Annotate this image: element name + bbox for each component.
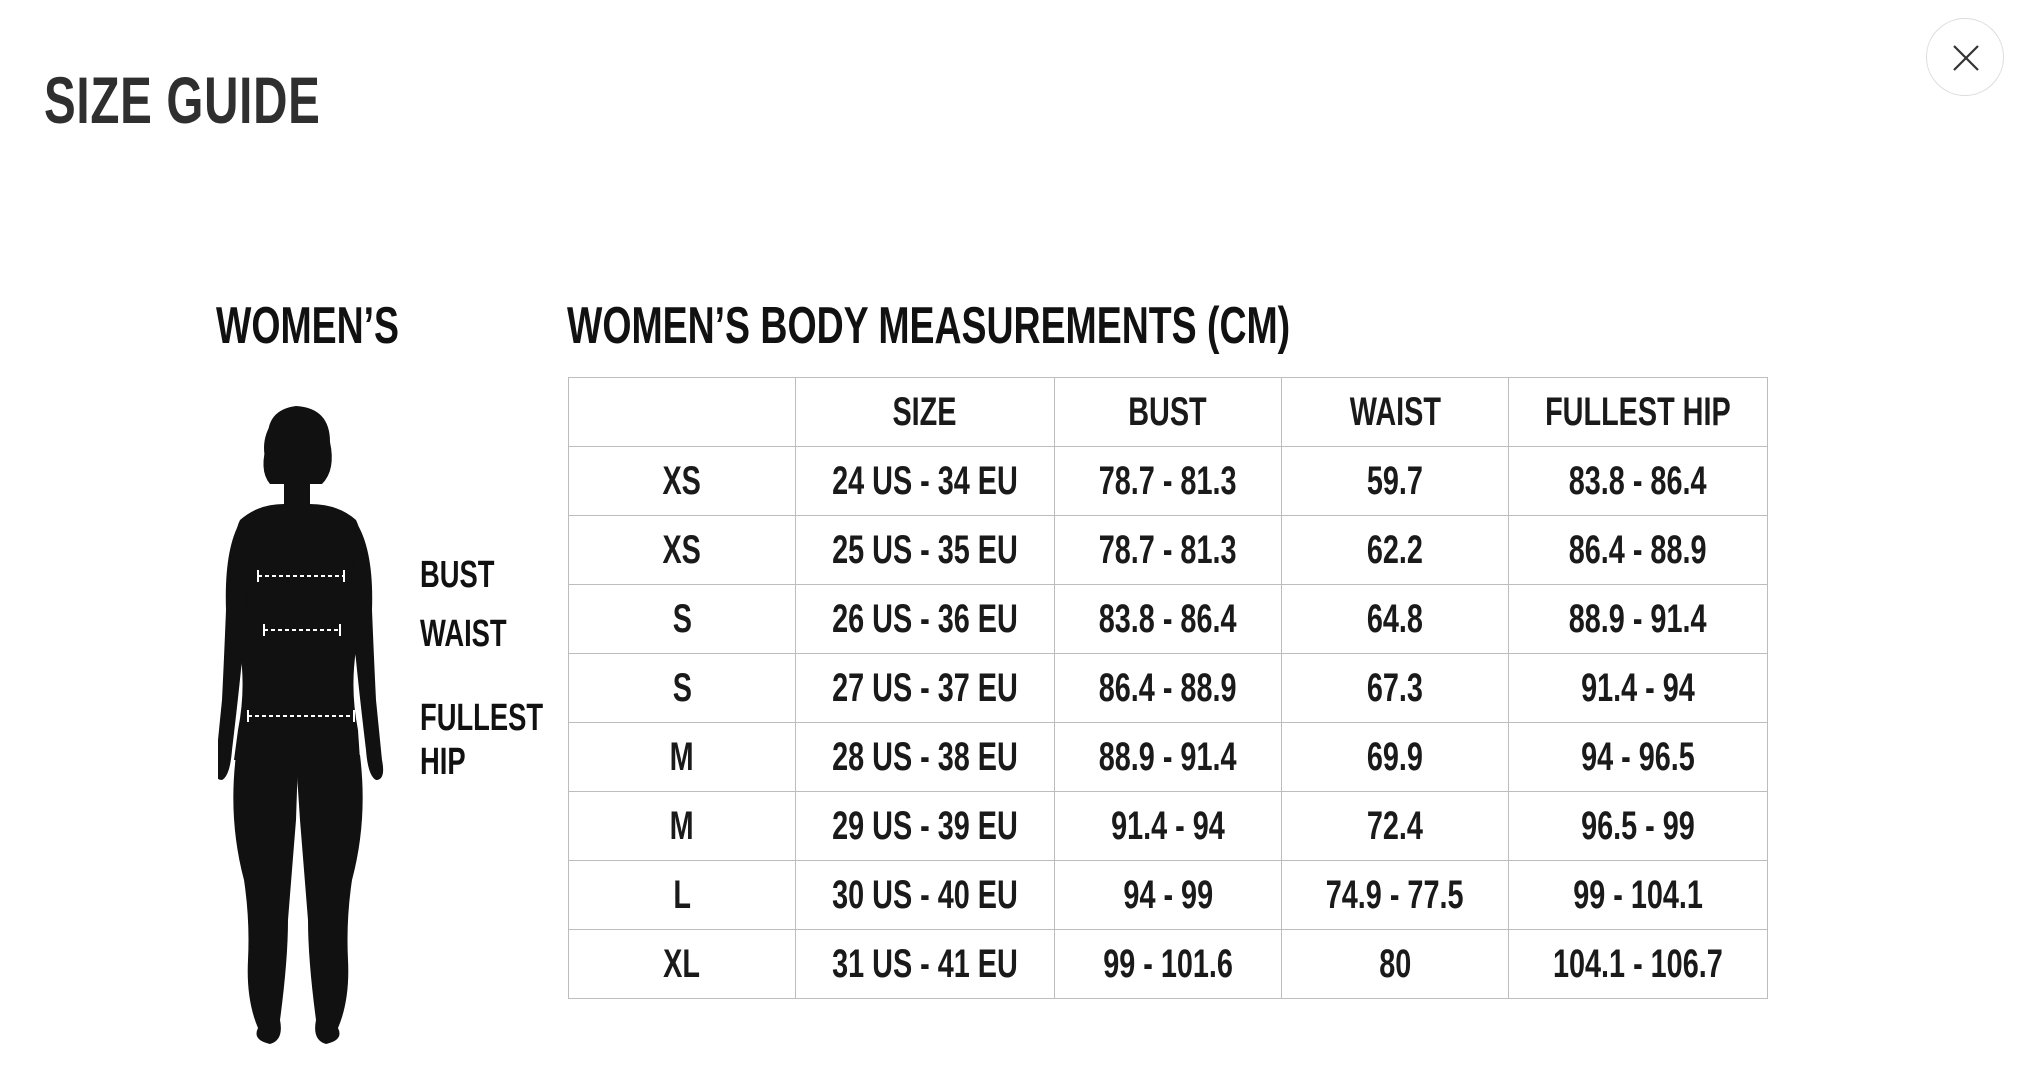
- header-cell-hip: FULLEST HIP: [1508, 378, 1767, 447]
- header-cell-waist: WAIST: [1281, 378, 1508, 447]
- table-cell: 29 US - 39 EU: [796, 792, 1055, 861]
- table-cell: 88.9 - 91.4: [1508, 585, 1767, 654]
- bust-label: BUST: [420, 554, 495, 596]
- table-row: [569, 792, 1768, 861]
- figure-heading: WOMEN’S: [216, 297, 400, 355]
- table-cell: 91.4 - 94: [1054, 792, 1281, 861]
- table-cell: 78.7 - 81.3: [1054, 516, 1281, 585]
- close-icon: [1951, 43, 1981, 73]
- table-cell: 64.8: [1281, 585, 1508, 654]
- table-cell: 104.1 - 106.7: [1508, 930, 1767, 999]
- table-cell: M: [569, 792, 796, 861]
- table-cell: S: [569, 585, 796, 654]
- table-cell: 83.8 - 86.4: [1508, 447, 1767, 516]
- close-button[interactable]: [1926, 18, 2004, 96]
- table-cell: XL: [569, 930, 796, 999]
- waist-label: WAIST: [420, 613, 507, 655]
- table-cell: 72.4: [1281, 792, 1508, 861]
- table-row: [569, 654, 1768, 723]
- table-cell: 69.9: [1281, 723, 1508, 792]
- table-cell: 96.5 - 99: [1508, 792, 1767, 861]
- table-cell: 28 US - 38 EU: [796, 723, 1055, 792]
- woman-silhouette-icon: [218, 400, 388, 1065]
- table-cell: S: [569, 654, 796, 723]
- table-cell: XS: [569, 516, 796, 585]
- table-cell: 59.7: [1281, 447, 1508, 516]
- table-cell: 80: [1281, 930, 1508, 999]
- table-cell: 31 US - 41 EU: [796, 930, 1055, 999]
- table-cell: 91.4 - 94: [1508, 654, 1767, 723]
- table-cell: 99 - 101.6: [1054, 930, 1281, 999]
- page-title: SIZE GUIDE: [44, 63, 321, 137]
- table-cell: M: [569, 723, 796, 792]
- fullest-label: FULLEST: [420, 697, 544, 739]
- table-cell: 83.8 - 86.4: [1054, 585, 1281, 654]
- table-cell: 78.7 - 81.3: [1054, 447, 1281, 516]
- table-row: [569, 861, 1768, 930]
- table-header-row: [569, 378, 1768, 447]
- table-cell: 99 - 104.1: [1508, 861, 1767, 930]
- table-cell: 88.9 - 91.4: [1054, 723, 1281, 792]
- table-heading: WOMEN’S BODY MEASUREMENTS (CM): [567, 297, 1291, 355]
- table-cell: 86.4 - 88.9: [1508, 516, 1767, 585]
- header-cell-bust: BUST: [1054, 378, 1281, 447]
- table-cell: 94 - 99: [1054, 861, 1281, 930]
- table-cell: 25 US - 35 EU: [796, 516, 1055, 585]
- table-row: [569, 723, 1768, 792]
- table-cell: 27 US - 37 EU: [796, 654, 1055, 723]
- table-row: [569, 930, 1768, 999]
- table-cell: 26 US - 36 EU: [796, 585, 1055, 654]
- hip-label: HIP: [420, 741, 466, 783]
- table-cell: 86.4 - 88.9: [1054, 654, 1281, 723]
- table-row: [569, 447, 1768, 516]
- table-cell: 30 US - 40 EU: [796, 861, 1055, 930]
- table-row: [569, 585, 1768, 654]
- table-cell: 67.3: [1281, 654, 1508, 723]
- table-cell: XS: [569, 447, 796, 516]
- size-table: [568, 377, 1768, 999]
- table-cell: 62.2: [1281, 516, 1508, 585]
- header-cell-size-code: [569, 378, 796, 447]
- table-cell: 74.9 - 77.5: [1281, 861, 1508, 930]
- table-row: [569, 516, 1768, 585]
- table-cell: 24 US - 34 EU: [796, 447, 1055, 516]
- header-cell-size: SIZE: [796, 378, 1055, 447]
- table-cell: L: [569, 861, 796, 930]
- table-cell: 94 - 96.5: [1508, 723, 1767, 792]
